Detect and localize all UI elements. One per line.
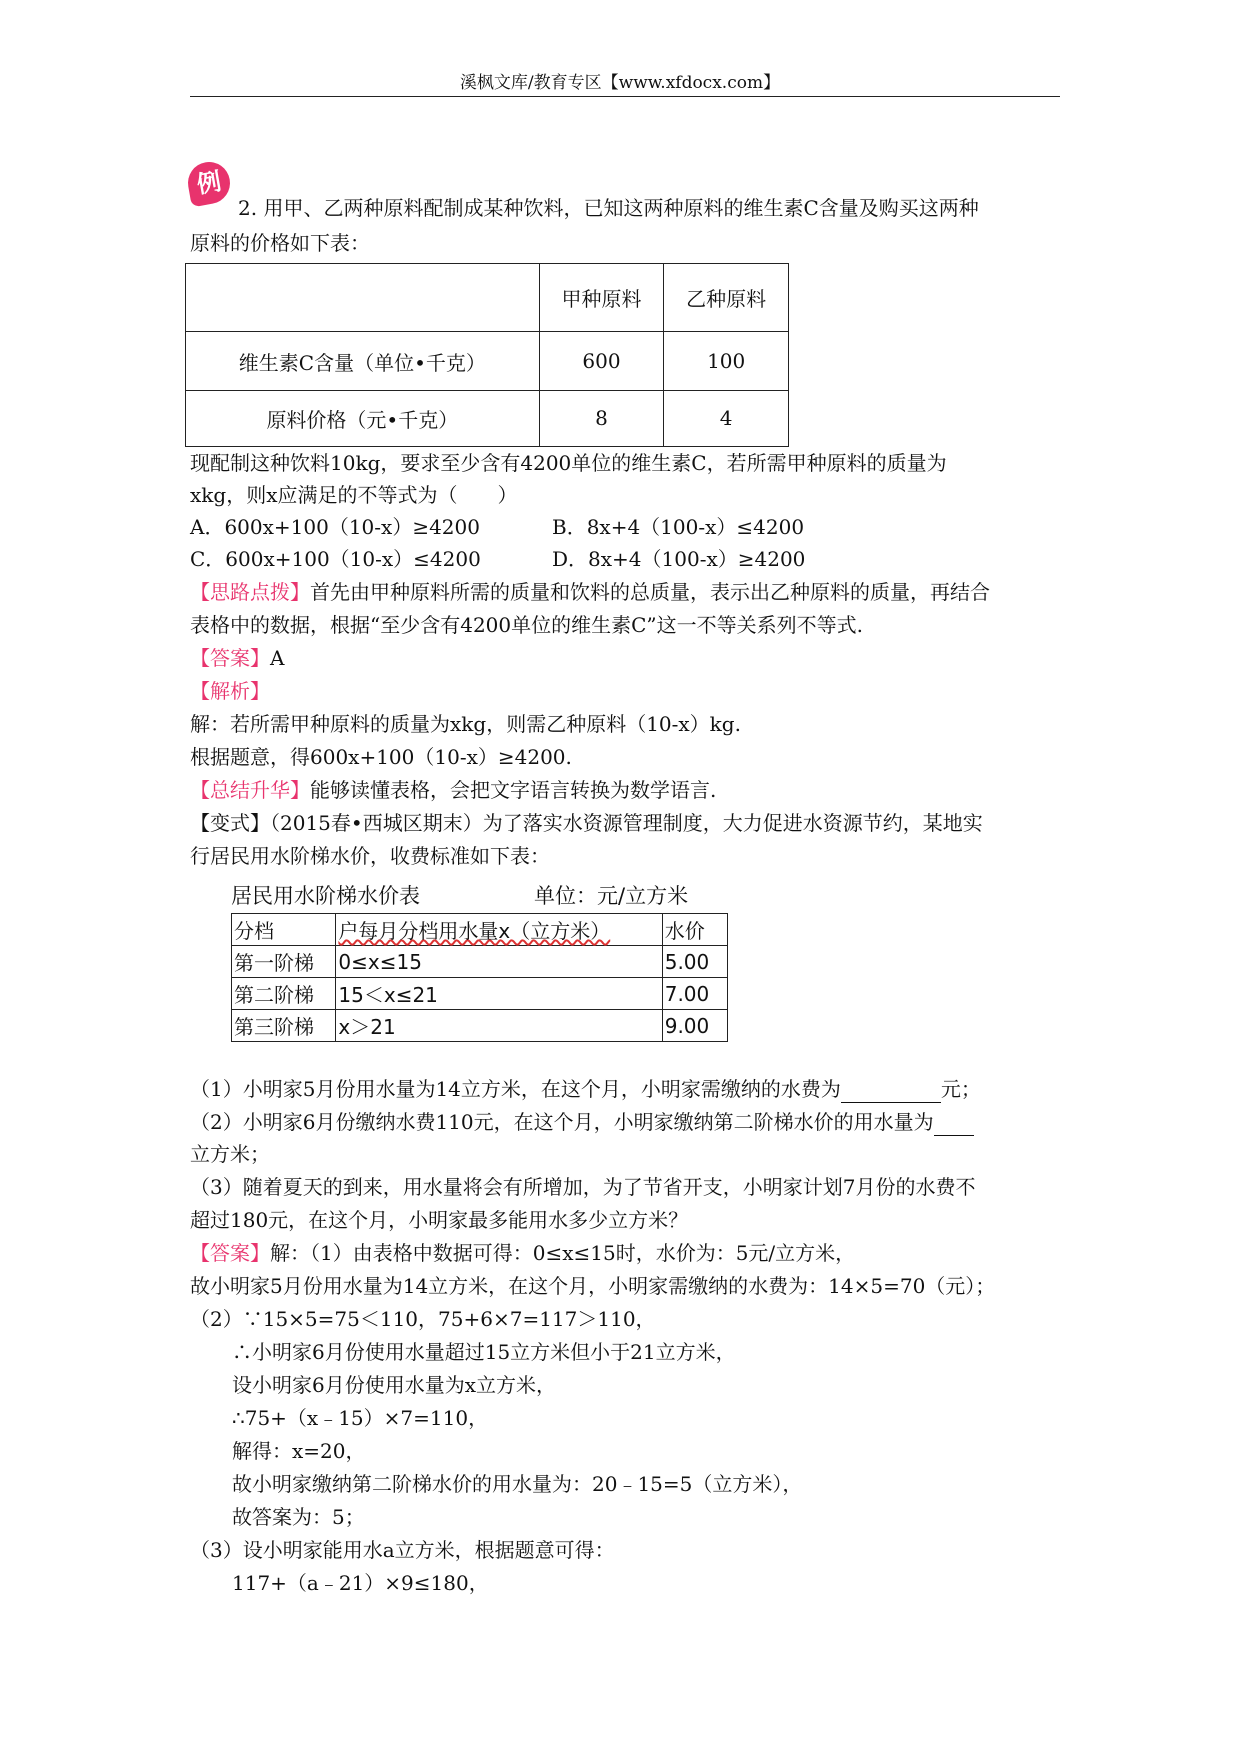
variant-line-2: 行居民用水阶梯水价，收费标准如下表： (190, 844, 550, 868)
solution-line-2: （2）∵15×5=75＜110，75+6×7=117＞110， (190, 1307, 656, 1331)
q2-line-1 (190, 1107, 974, 1136)
table-header-cell: 分档 (232, 914, 336, 946)
variant-line-1 (190, 809, 983, 837)
material-table (185, 263, 789, 447)
hint-tag: 【思路点拨】 (190, 580, 310, 604)
table-row (186, 390, 789, 446)
solution-line-4: 设小明家6月份使用水量为x立方米， (232, 1373, 557, 1397)
table-header-cell: 水价 (662, 914, 727, 946)
table-cell: x＞21 (336, 1010, 662, 1042)
q3-line-2: 超过180元，在这个月，小明家最多能用水多少立方米？ (190, 1208, 689, 1232)
option-b: B．8x+4（100-x）≤4200 (552, 515, 805, 539)
q1-suffix: 元； (940, 1077, 981, 1101)
solution-line-1: 故小明家5月份用水量为14立方米，在这个月，小明家需缴纳的水费为：14×5=70（元）； (190, 1274, 996, 1298)
hint-line-2: 表格中的数据，根据“至少含有4200单位的维生素C”这一不等关系列不等式. (190, 613, 864, 637)
solution-text: 解：（1）由表格中数据可得：0≤x≤15时，水价为：5元/立方米， (270, 1241, 856, 1265)
analysis-tag-text: 【解析】 (190, 679, 270, 703)
solution-line-9: （3）设小明家能用水a立方米，根据题意可得： (190, 1538, 615, 1562)
example-badge: 例 (185, 159, 234, 208)
solution-line-5: ∴75+（x﹣15）×7=110， (232, 1406, 489, 1430)
water-table-unit: 单位：元/立方米 (534, 884, 689, 908)
solution-line-6: 解得：x=20， (232, 1439, 366, 1463)
answer-blank (934, 1107, 974, 1136)
q1-line (190, 1074, 981, 1103)
table-header-cell (336, 914, 662, 946)
answer-blank (841, 1074, 941, 1103)
table-cell: 15＜x≤21 (336, 978, 662, 1010)
q1-text: （1）小明家5月份用水量为14立方米，在这个月，小明家需缴纳的水费为 (190, 1077, 841, 1101)
table-cell: 第一阶梯 (232, 946, 336, 978)
hint-line-1 (190, 578, 990, 606)
table-cell: 7.00 (662, 978, 727, 1010)
q2-text: （2）小明家6月份缴纳水费110元，在这个月，小明家缴纳第二阶梯水价的用水量为 (190, 1110, 934, 1134)
variant-text: （2015春•西城区期末）为了落实水资源管理制度，大力促进水资源节约，某地实 (270, 811, 983, 835)
solution-line-3: ∴小明家6月份使用水量超过15立方米但小于21立方米， (232, 1340, 736, 1364)
table-cell: 9.00 (662, 1010, 727, 1042)
table-row (186, 332, 789, 390)
table-cell: 第二阶梯 (232, 978, 336, 1010)
table-cell: 8 (539, 390, 664, 446)
solution-line-10: 117+（a﹣21）×9≤180， (232, 1571, 489, 1595)
answer-line (190, 644, 284, 672)
problem-line-1: 2. 用甲、乙两种原料配制成某种饮料，已知这两种原料的维生素C含量及购买这两种 (238, 196, 979, 220)
q2-line-2: 立方米； (190, 1142, 270, 1166)
option-c: C．600x+100（10-x）≤4200 (190, 547, 481, 571)
q3-line-1: （3）随着夏天的到来，用水量将会有所增加，为了节省开支，小明家计划7月份的水费不 (190, 1175, 976, 1199)
table-cell: 600 (539, 332, 664, 390)
option-a: A．600x+100（10-x）≥4200 (190, 515, 480, 539)
table-cell: 维生素C含量（单位•千克） (186, 332, 540, 390)
header-rule (190, 96, 1060, 97)
analysis-line-1: 解：若所需甲种原料的质量为xkg，则需乙种原料（10-x）kg. (190, 712, 741, 736)
summary-line (190, 776, 716, 804)
analysis-line-2: 根据题意，得600x+100（10-x）≥4200. (190, 745, 572, 769)
problem-line-2: 原料的价格如下表： (190, 231, 370, 255)
table-row (232, 1010, 728, 1042)
analysis-tag (190, 677, 270, 705)
summary-text: 能够读懂表格，会把文字语言转换为数学语言. (310, 778, 717, 802)
hint-text: 首先由甲种原料所需的质量和饮料的总质量，表示出乙种原料的质量，再结合 (310, 580, 990, 604)
solution-line-8: 故答案为：5； (232, 1505, 365, 1529)
table-cell: 0≤x≤15 (336, 946, 662, 978)
table-header-cell: 乙种原料 (664, 264, 789, 332)
solution-line-0 (190, 1239, 855, 1267)
answer-value: A (270, 646, 285, 670)
answer-tag: 【答案】 (190, 646, 270, 670)
table-row (232, 946, 728, 978)
table-cell: 5.00 (662, 946, 727, 978)
table-cell: 原料价格（元•千克） (186, 390, 540, 446)
table-header-cell (186, 264, 540, 332)
wavy-header-text: 户每月分档用水量x（立方米） (338, 919, 611, 943)
water-table-title: 居民用水阶梯水价表 (231, 884, 420, 908)
question-line-2: xkg，则x应满足的不等式为（ ） (190, 483, 518, 507)
page-header: 溪枫文库/教育专区【www.xfdocx.com】 (459, 73, 781, 93)
solution-line-7: 故小明家缴纳第二阶梯水价的用水量为：20﹣15=5（立方米）， (232, 1472, 803, 1496)
solution-tag: 【答案】 (190, 1241, 270, 1265)
table-header-cell: 甲种原料 (539, 264, 664, 332)
table-cell: 4 (664, 390, 789, 446)
summary-tag: 【总结升华】 (190, 778, 310, 802)
table-cell: 第三阶梯 (232, 1010, 336, 1042)
water-price-table (231, 913, 728, 1042)
table-row (232, 978, 728, 1010)
table-cell: 100 (664, 332, 789, 390)
variant-tag: 【变式】 (190, 811, 270, 835)
option-d: D．8x+4（100-x）≥4200 (552, 547, 806, 571)
question-line-1: 现配制这种饮料10kg，要求至少含有4200单位的维生素C，若所需甲种原料的质量为 (190, 451, 947, 475)
